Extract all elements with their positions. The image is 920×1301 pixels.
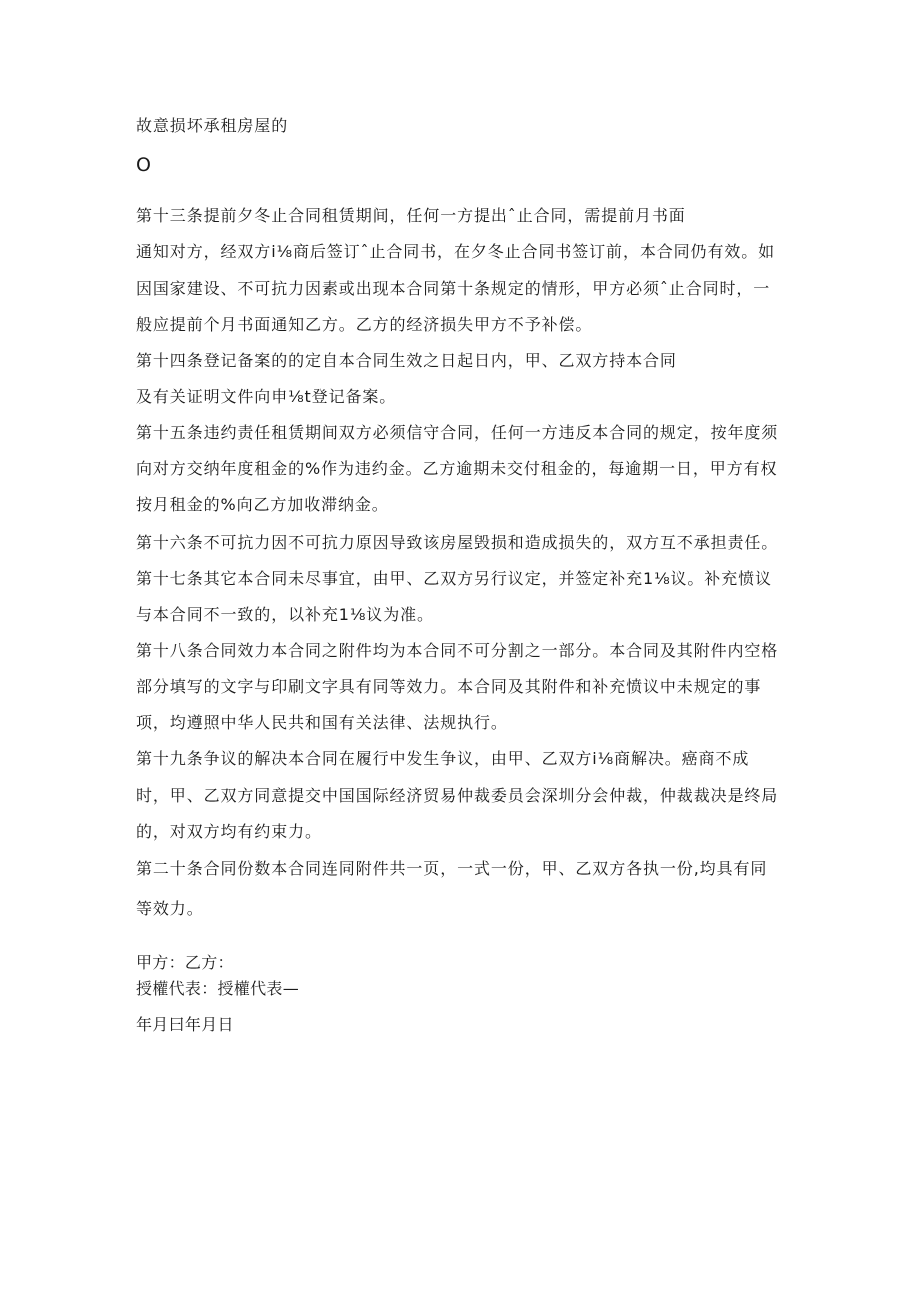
text-line: 故意损坏承租房屋的: [136, 116, 289, 135]
text-line: 的，对双方均有约束力。: [136, 822, 322, 841]
text-line: 向对方交纳年度租金的%作为违约金。乙方逾期未交付租金的，每逾期一日，甲方有权: [136, 459, 778, 478]
text-line: 第十五条违约责任租赁期间双方必须信守合同，任何一方违反本合同的规定，按年度须: [136, 423, 779, 442]
signature-representatives: 授權代表：授權代表—: [136, 979, 300, 998]
text-line: 因国家建设、不可抗力因素或出现本合同第十条规定的情形，甲方必须ˆ止合同时，一: [136, 279, 771, 298]
text-line: 第十七条其它本合同未尽事宜，由甲、乙双方另行议定，并签定补充1⅛议。补充愤议: [136, 569, 772, 588]
text-line: 与本合同不一致的，以补充1⅛议为准。: [136, 605, 434, 624]
text-line: 第十六条不可抗力因不可抗力原因导致该房屋毁损和造成损失的，双方互不承担责任。: [136, 533, 779, 552]
text-line: 部分填写的文字与印刷文字具有同等效力。本合同及其附件和补充愤议中未规定的事: [136, 677, 762, 696]
text-line: 通知对方，经双方i⅛商后签订ˆ止合同书，在夕冬止合同书签订前，本合同仍有效。如: [136, 242, 776, 261]
signature-dates: 年月曰年月日: [136, 1015, 234, 1034]
text-line: O: [136, 154, 151, 176]
text-line: 第十九条争议的解决本合同在履行中发生争议，由甲、乙双方i⅛商解决。癌商不成: [136, 749, 750, 768]
text-line: 等效力。: [136, 899, 204, 918]
text-line: 按月租金的%向乙方加收滞纳金。: [136, 495, 389, 514]
text-line: 第十四条登记备案的的定自本合同生效之日起日内，甲、乙双方持本合同: [136, 351, 677, 370]
text-line: 及有关证明文件向申⅛t登记备案。: [136, 387, 397, 406]
text-line: 第二十条合同份数本合同连同附件共一页，一式一份，甲、乙双方各执一份,均具有同: [136, 859, 768, 878]
text-line: 第十三条提前夕冬止合同租赁期间，任何一方提出ˆ止合同，需提前月书面: [136, 206, 686, 225]
text-line: 般应提前个月书面通知乙方。乙方的经济损失甲方不予补偿。: [136, 315, 593, 334]
signature-parties: 甲方：乙方：: [136, 953, 234, 972]
text-line: 第十八条合同效力本合同之附件均为本合同不可分割之一部分。本合同及其附件内空格: [136, 641, 779, 660]
text-line: 项，均遵照中华人民共和国有关法律、法规执行。: [136, 713, 508, 732]
text-line: 时，甲、乙双方同意提交中国国际经济贸易仲裁委员会深圳分会仲裁，仲裁裁决是终局: [136, 786, 779, 805]
